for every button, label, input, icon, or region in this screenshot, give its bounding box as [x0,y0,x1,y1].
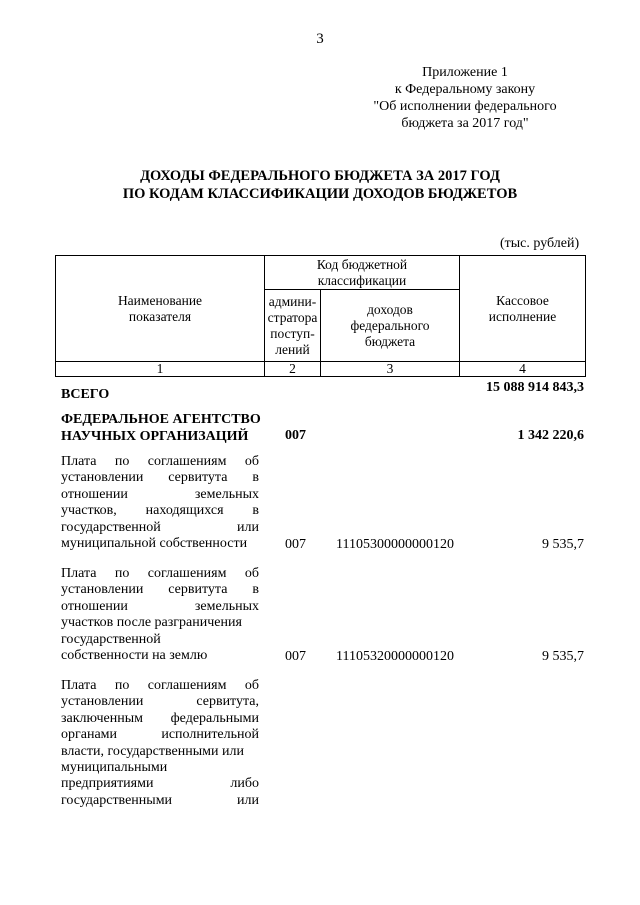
header-admin-line: поступ- [270,325,315,341]
agency-name-line: НАУЧНЫХ ОРГАНИЗАЦИЙ [61,429,249,444]
total-label: ВСЕГО [61,387,110,402]
header-income [321,290,460,362]
item2-income-code: 11105320000000120 [336,649,454,664]
item2-name [61,566,259,664]
agency-name-line: ФЕДЕРАЛЬНОЕ АГЕНТСТВО [61,412,261,427]
col-number: 4 [460,362,586,377]
item1-name-line: государственной или [61,519,259,535]
appendix-line: Приложение 1 [422,65,508,80]
header-income-line: бюджета [364,333,416,349]
item2-name-line: установлении сервитута в [61,582,259,598]
item2-amount: 9 535,7 [542,649,584,664]
agency-admin-code: 007 [285,428,306,443]
header-cash-line: исполнение [488,308,557,324]
header-code-line: классификации [317,272,407,288]
appendix-note [358,64,572,132]
header-code-line: Код бюджетной [316,256,408,272]
item3-name [61,678,259,809]
item3-name-line: власти, государственными или [61,743,244,759]
title-line: ПО КОДАМ КЛАССИФИКАЦИИ ДОХОДОВ БЮДЖЕТОВ [122,186,518,202]
item1-name-line: Плата по соглашениям об [61,454,259,469]
item1-name-line: установлении сервитута в [61,470,259,486]
col-number: 2 [265,362,321,377]
agency-amount: 1 342 220,6 [517,428,584,443]
appendix-line: к Федеральному закону [394,82,536,97]
item1-name [61,454,259,552]
table-header [55,255,586,377]
item3-name-line: государственными или [61,792,259,808]
header-admin-line: стратора [267,309,318,325]
item3-name-line: заключенным федеральными [61,710,259,726]
header-income-line: федерального [350,317,430,333]
header-admin [265,290,321,362]
item1-name-line: участков, находящихся в [61,503,259,519]
item3-name-line: предприятиями либо [61,776,259,792]
header-cash-line: Кассовое [496,292,549,308]
item3-name-line: установлении сервитута, [61,694,259,710]
header-admin-line: админи- [268,293,317,309]
header-code-group [265,256,460,290]
header-name-line: Наименование [117,292,203,308]
appendix-line: бюджета за 2017 год" [401,116,529,131]
item2-name-line: Плата по соглашениям об [61,566,259,581]
item2-name-line: отношении земельных [61,598,259,614]
col-number: 3 [321,362,460,377]
item3-name-line: органами исполнительной [61,727,259,743]
header-admin-line: лений [275,341,310,357]
item1-income-code: 11105300000000120 [336,537,454,552]
item1-name-line: муниципальной собственности [61,536,248,552]
item2-name-line: участков после разграничения [61,615,242,631]
total-amount: 15 088 914 843,3 [486,380,584,395]
col-number: 1 [56,362,265,377]
item1-amount: 9 535,7 [542,537,584,552]
document-title [0,167,640,203]
page-number: 3 [316,31,324,47]
item2-name-line: собственности на землю [61,648,208,664]
item2-admin-code: 007 [285,649,306,664]
item2-name-line: государственной [61,631,161,647]
header-name [56,256,265,362]
title-line: ДОХОДЫ ФЕДЕРАЛЬНОГО БЮДЖЕТА ЗА 2017 ГОД [140,168,500,184]
item1-admin-code: 007 [285,537,306,552]
header-name-line: показателя [128,308,192,324]
header-cash [460,256,586,362]
item3-name-line: муниципальными [61,760,168,776]
agency-name [61,411,271,445]
appendix-line: "Об исполнении федерального [373,99,557,114]
item3-name-line: Плата по соглашениям об [61,678,259,693]
item1-name-line: отношении земельных [61,486,259,502]
header-income-line: доходов [367,301,413,317]
units-label: (тыс. рублей) [500,236,580,251]
